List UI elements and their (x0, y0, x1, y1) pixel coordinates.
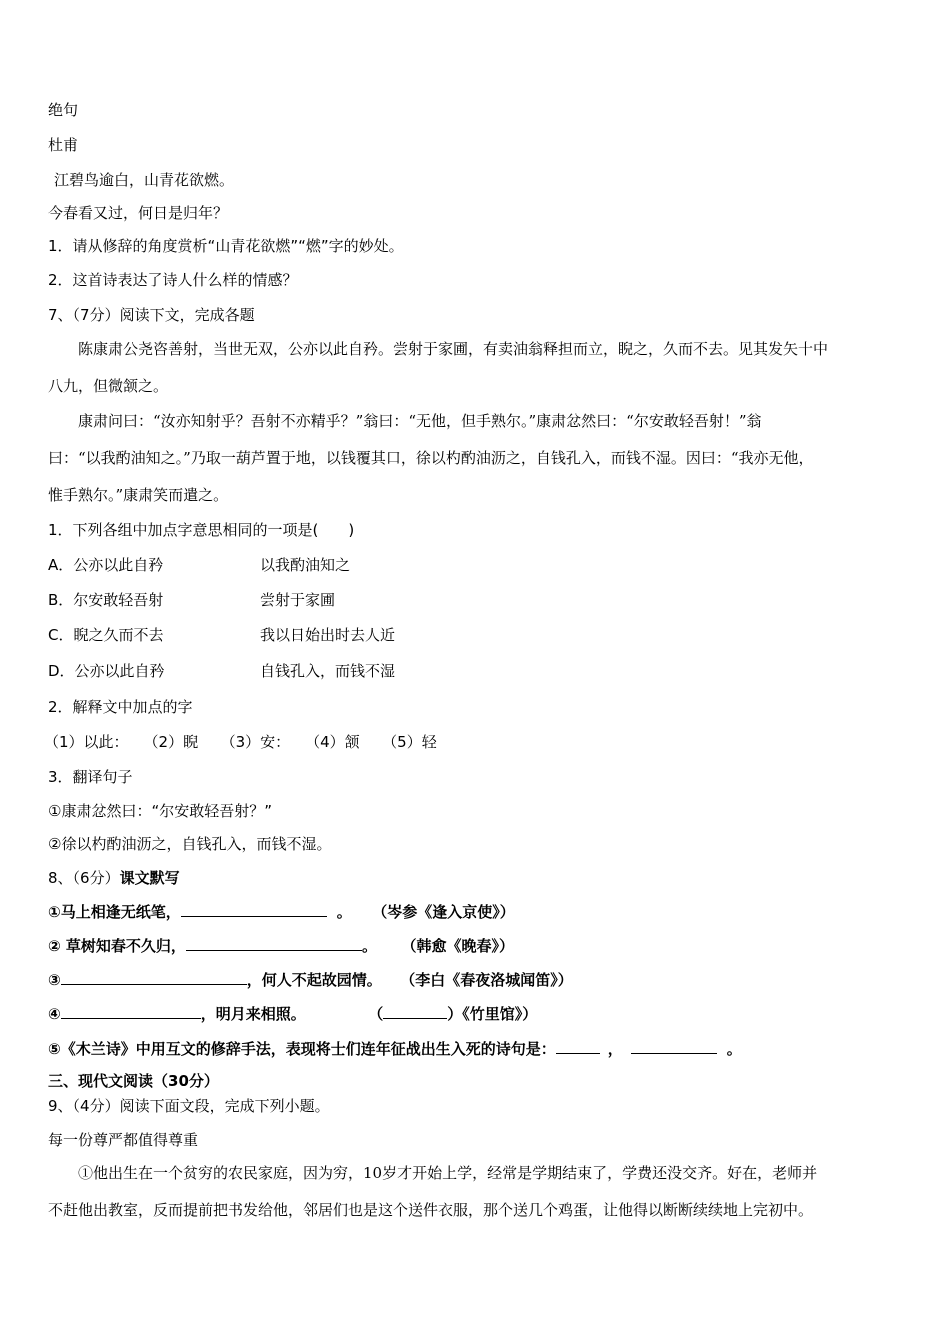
q8-item1-text: ①马上相逢无纸笔， (48, 903, 181, 921)
q7-option-c (48, 625, 548, 645)
q8-item4-source-close: ）《竹里馆》） (447, 1005, 538, 1023)
q7-option-d (48, 661, 548, 681)
q8-item3-text: ③ (48, 971, 61, 989)
q7-para2-line3: 惟手熟尔。”康肃笑而遣之。 (48, 486, 229, 504)
q7-sub2-items: （1）以此： （2）睨 （3）安： （4）颔 （5）轻 (44, 733, 437, 751)
q8-header-prefix: 8、（6分） (48, 869, 120, 887)
q7-sub1: 1．下列各组中加点字意思相同的一项是( ) (48, 521, 355, 539)
q9-para1-line2: 不赶他出教室，反而提前把书发给他，邻居们也是这个送件衣服，那个送几个鸡蛋，让他得以断断续续地上完初中。 (48, 1201, 814, 1219)
q7-sub2: 2．解释文中加点的字 (48, 698, 193, 716)
q8-item2-text: ② 草树知春不久归， (48, 937, 186, 955)
option-d-pair: 自钱孔入，而钱不湿 (260, 662, 396, 680)
q8-item5-text: ⑤《木兰诗》中用互文的修辞手法，表现将士们连年征战出生入死的诗句是： (48, 1040, 556, 1058)
option-a-pair: 以我酌油知之 (260, 556, 351, 574)
q8-item5-blank-2[interactable] (631, 1039, 717, 1054)
q8-item-3 (48, 970, 573, 990)
q8-item3-source: （李白《春夜洛城闻笛》） (407, 971, 573, 989)
q7-option-b (48, 590, 548, 610)
option-c-pair: 我以日始出时去人近 (260, 626, 396, 644)
q7-para2-line2: 曰：“以我酌油知之。”乃取一葫芦置于地，以钱覆其口，徐以杓酌油沥之，自钱孔入，而钱不湿。因曰：“我亦无他， (48, 449, 814, 467)
q8-header (48, 868, 180, 888)
q8-item5-blank-1[interactable] (556, 1039, 600, 1054)
option-c-label: C．睨之久而不去 (48, 626, 164, 644)
q8-item2-end: 。 (361, 937, 377, 955)
option-d-label: D．公亦以此自矜 (48, 662, 165, 680)
poem-title: 绝句 (48, 101, 79, 119)
q8-item4-author-blank[interactable] (383, 1004, 447, 1019)
poem-author: 杜甫 (48, 136, 79, 154)
poem-question-2: 2．这首诗表达了诗人什么样的情感？ (48, 271, 298, 289)
q7-translate-2: ②徐以杓酌油沥之，自钱孔入，而钱不湿。 (48, 835, 332, 853)
option-a-label: A．公亦以此自矜 (48, 556, 164, 574)
q8-item5-sep: ， (607, 1040, 623, 1058)
option-b-label: B．尔安敢轻吾射 (48, 591, 164, 609)
q8-item5-end: 。 (726, 1040, 742, 1058)
q8-item1-blank[interactable] (181, 902, 327, 917)
q7-translate-1: ①康肃忿然曰：“尔安敢轻吾射？” (48, 802, 272, 820)
section-3-title: 三、现代文阅读（30分） (48, 1072, 219, 1090)
q8-item4-mid: ，明月来相照。 (200, 1005, 306, 1023)
q8-item2-source: （韩愈《晚春》） (408, 937, 514, 955)
q8-item-1 (48, 902, 515, 922)
q9-header: 9、（4分）阅读下面文段，完成下列小题。 (48, 1097, 330, 1115)
option-b-pair: 尝射于家圃 (260, 591, 336, 609)
q7-header: 7、（7分）阅读下文，完成各题 (48, 306, 255, 324)
q8-item3-blank[interactable] (61, 970, 247, 985)
q9-article-title: 每一份尊严都值得尊重 (48, 1131, 199, 1149)
q7-sub3: 3．翻译句子 (48, 768, 133, 786)
q8-item1-end: 。 (336, 903, 352, 921)
q8-item1-source: （岑参《逢入京使》） (379, 903, 515, 921)
poem-line-1: 江碧鸟逾白，山青花欲燃。 (54, 171, 235, 189)
q8-item3-mid: ，何人不起故园情。 (246, 971, 382, 989)
q8-item-4 (48, 1004, 537, 1024)
q8-item4-blank[interactable] (61, 1004, 201, 1019)
q8-item-2 (48, 936, 514, 956)
q8-header-bold: 课文默写 (119, 869, 180, 887)
q8-item4-source-open: （ (375, 1005, 384, 1023)
q7-option-a (48, 555, 548, 575)
q7-para1-line2: 八九，但微颔之。 (48, 377, 169, 395)
poem-line-2: 今春看又过，何日是归年？ (48, 204, 229, 222)
q8-item-5 (48, 1039, 742, 1059)
poem-question-1: 1．请从修辞的角度赏析“山青花欲燃”“燃”字的妙处。 (48, 237, 404, 255)
q7-para2-line1: 康肃问曰：“汝亦知射乎？吾射不亦精乎？”翁曰：“无他，但手熟尔。”康肃忿然曰：“尔安敢轻吾射！”翁 (78, 412, 762, 430)
q9-para1-line1: ①他出生在一个贫穷的农民家庭，因为穷，10岁才开始上学，经常是学期结束了，学费还没交齐。好在，老师并 (78, 1164, 818, 1182)
q7-para1-line1: 陈康肃公尧咨善射，当世无双，公亦以此自矜。尝射于家圃，有卖油翁释担而立，睨之，久而不去。见其发矢十中 (78, 340, 829, 358)
q8-item4-text: ④ (48, 1005, 61, 1023)
q8-item2-blank[interactable] (186, 936, 362, 951)
